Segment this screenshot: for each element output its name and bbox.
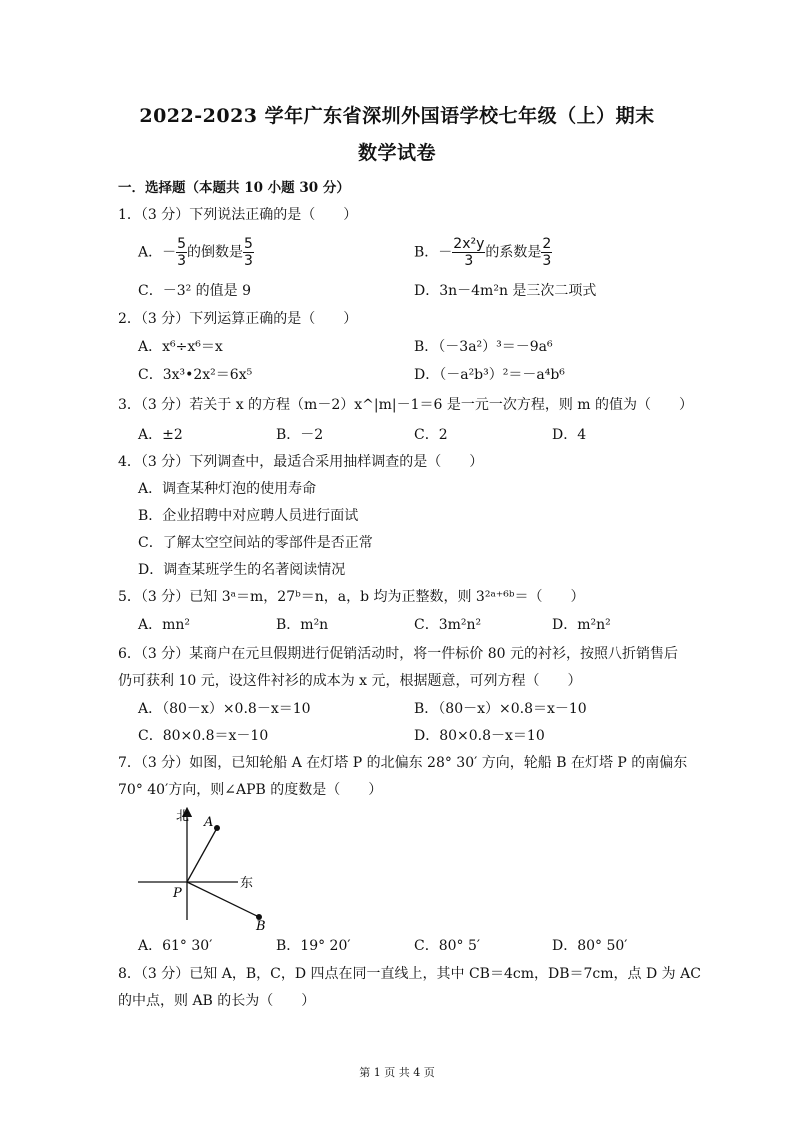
q3-stem: 3．（3 分）若关于 x 的方程（m－2）x^|m|－1＝6 是一元一次方程，则 m 的值为（ ）	[118, 397, 694, 413]
q5-option-d: D．m²n²	[552, 617, 611, 633]
label-north: 北	[176, 809, 190, 824]
label-b: B	[256, 919, 266, 930]
q5-option-a: A．mn²	[138, 617, 191, 633]
q1-stem: 1．（3 分）下列说法正确的是（ ）	[118, 207, 358, 223]
label-east: 东	[240, 876, 254, 891]
q6-option-a: A．（80－x）×0.8－x＝10	[138, 701, 311, 717]
q3-option-d: D．4	[552, 427, 587, 443]
q4-option-a: A．调查某种灯泡的使用寿命	[138, 481, 317, 497]
q7-option-a: A．61° 30′	[138, 938, 213, 954]
q2-option-a: A．x⁶÷x⁶＝x	[138, 339, 223, 355]
q1-option-d: D．3n－4m²n 是三次二项式	[414, 283, 597, 299]
q2-stem: 2．（3 分）下列运算正确的是（ ）	[118, 311, 358, 327]
q6-stem-line1: 6．（3 分）某商户在元旦假期进行促销活动时，将一件标价 80 元的衬衫，按照八折销售后	[118, 646, 678, 662]
section-heading: 一．选择题（本题共 10 小题 30 分）	[118, 180, 350, 196]
q6-stem-line2: 仍可获利 10 元，设这件衬衫的成本为 x 元，根据题意，可列方程（ ）	[118, 673, 582, 689]
q7-option-b: B．19° 20′	[276, 938, 351, 954]
q7-stem-line1: 7．（3 分）如图，已知轮船 A 在灯塔 P 的北偏东 28° 30′ 方向，轮船 B 在灯塔 P 的南偏东	[118, 755, 688, 771]
point-a	[214, 825, 220, 831]
page-footer: 第 1 页 共 4 页	[359, 1066, 435, 1079]
q4-option-b: B．企业招聘中对应聘人员进行面试	[138, 508, 359, 524]
q7-option-c: C．80° 5′	[414, 938, 481, 954]
q5-stem: 5．（3 分）已知 3ᵃ＝m，27ᵇ＝n，a，b 均为正整数，则 3²ᵃ⁺⁶ᵇ＝（ ）	[118, 589, 585, 605]
page-title-line1: 2022-2023 学年广东省深圳外国语学校七年级（上）期末	[139, 105, 655, 127]
page-title-line2: 数学试卷	[357, 142, 436, 164]
q7-option-d: D．80° 50′	[552, 938, 628, 954]
q4-option-d: D．调查某班学生的名著阅读情况	[138, 562, 346, 578]
q8-stem-line2: 的中点，则 AB 的长为（ ）	[118, 993, 316, 1009]
q1-option-a: A．－ $\frac{5}{3}$ 的倒数是 $\frac{5}{3}$	[138, 236, 253, 269]
q4-stem: 4．（3 分）下列调查中，最适合采用抽样调查的是（ ）	[118, 454, 484, 470]
q1-option-b: B．－ $\frac{\text{2x²y}}{3}$ 的系数是 $\frac{2}{3}$	[414, 236, 552, 269]
q2-option-b: B．（－3a²）³＝－9a⁶	[414, 339, 553, 355]
q3-option-c: C．2	[414, 427, 448, 443]
q2-option-c: C．3x³•2x²＝6x⁵	[138, 367, 253, 383]
q2-option-d: D．（－a²b³）²＝－a⁴b⁶	[414, 367, 565, 383]
q7-stem-line2: 70° 40′方向，则∠APB 的度数是（ ）	[118, 782, 383, 798]
q6-option-c: C．80×0.8＝x－10	[138, 728, 269, 744]
label-a: A	[204, 815, 214, 830]
q8-stem-line1: 8．（3 分）已知 A，B，C，D 四点在同一直线上，其中 CB＝4cm，DB＝7cm，点 D 为 AC	[118, 966, 701, 982]
label-p: P	[173, 886, 182, 901]
ray-pa	[187, 828, 217, 882]
q5-option-c: C．3m²n²	[414, 617, 482, 633]
q4-option-c: C．了解太空空间站的零部件是否正常	[138, 535, 373, 551]
q3-option-a: A．±2	[138, 427, 183, 443]
q5-option-b: B．m²n	[276, 617, 329, 633]
q3-option-b: B．－2	[276, 427, 324, 443]
q6-option-d: D．80×0.8－x＝10	[414, 728, 545, 744]
q1-option-c: C．－3² 的值是 9	[138, 283, 252, 299]
q7-compass-figure	[130, 800, 280, 930]
q6-option-b: B．（80－x）×0.8＝x－10	[414, 701, 587, 717]
